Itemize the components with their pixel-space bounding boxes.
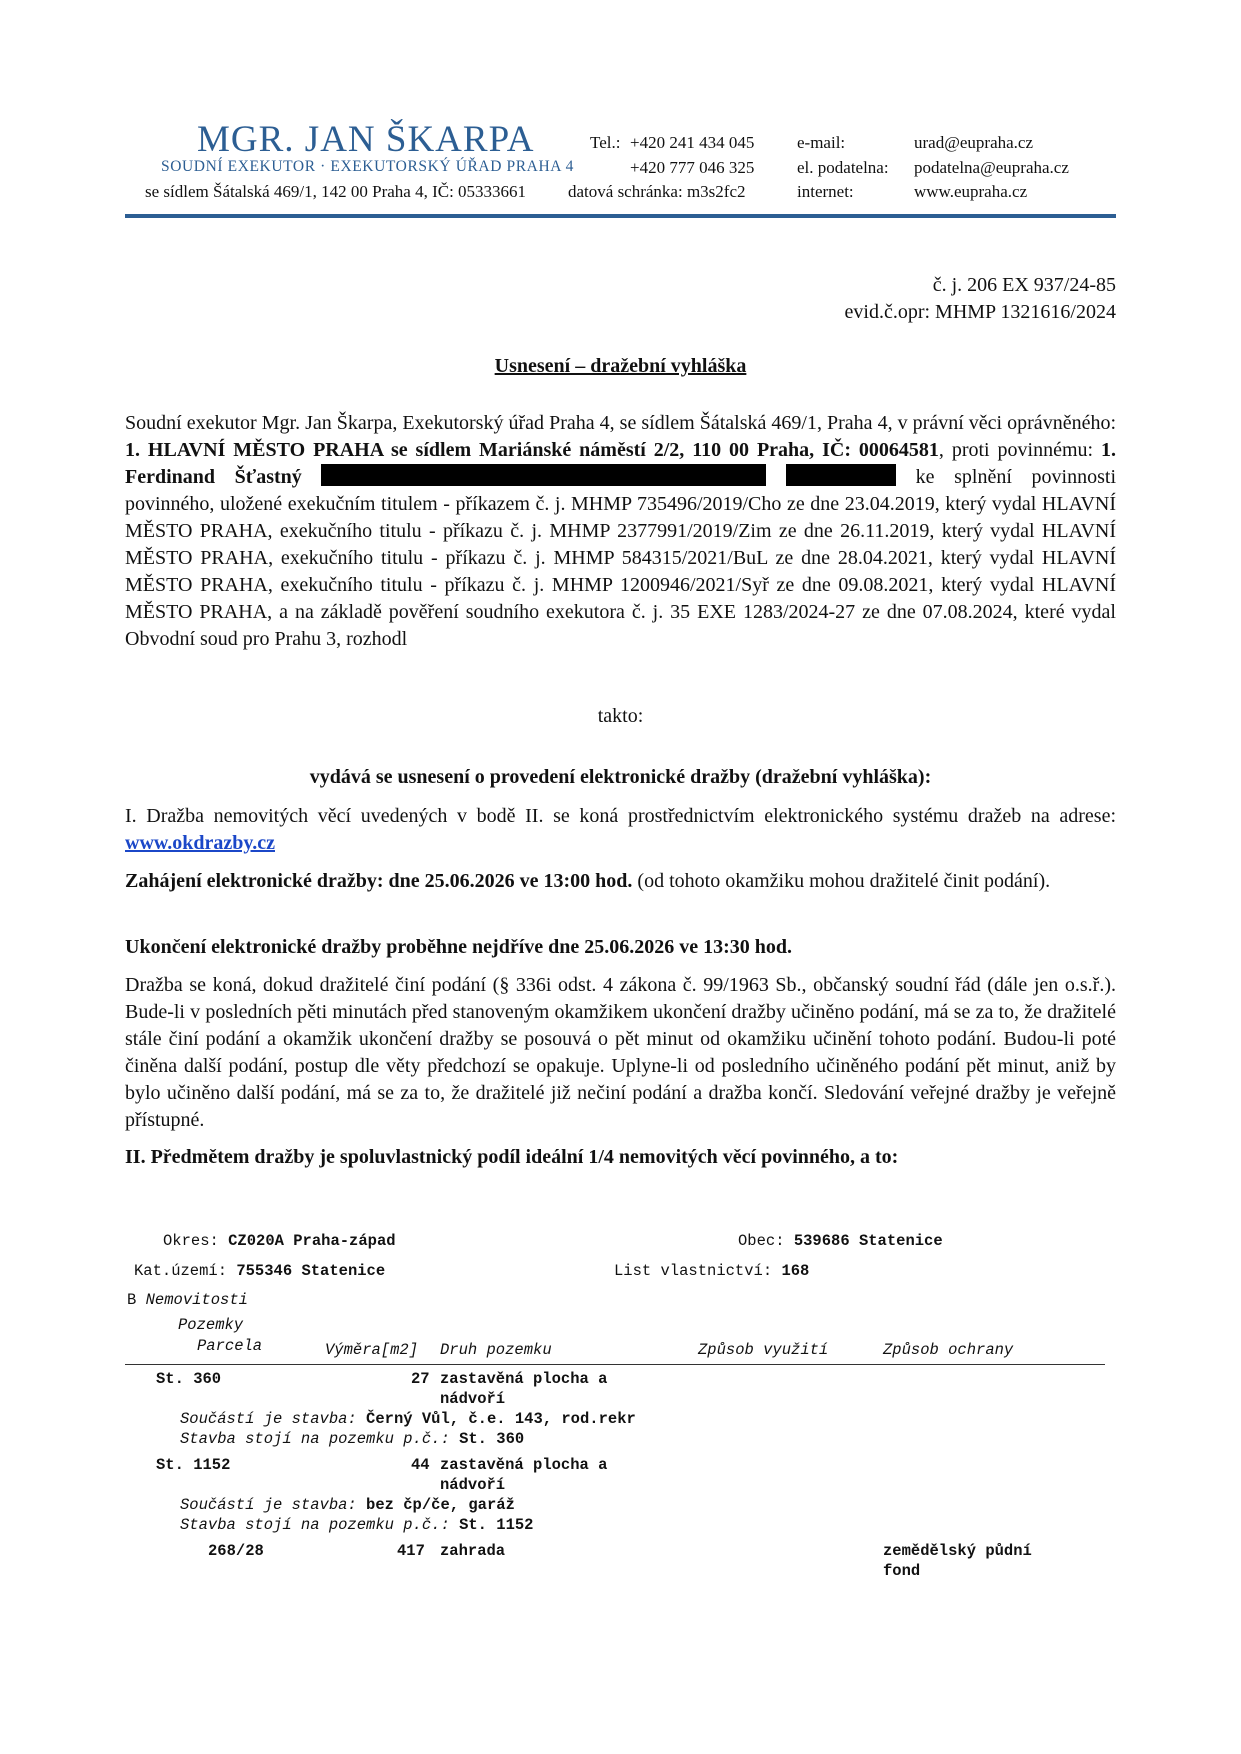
intro-text-2: , proti povinnému: xyxy=(938,439,1101,461)
databox: datová schránka: m3s2fc2 xyxy=(568,182,746,201)
row-parcela: St. 360 xyxy=(156,1370,222,1388)
okres-label: Okres: xyxy=(163,1232,219,1250)
auction-rules-paragraph: Dražba se koná, dokud dražitelé činí podání (§ 336i odst. 4 zákona č. 99/1963 Sb., občanský soudní řád (dále jen o.s.ř.). Bude-li v posledních pěti minutách před stanoveným okamžikem ukončení dražby učiněno podání, má se za to, že dražitelé stále činí podání a okamžik ukončení dražby se posouvá o pět minut od okamžiku učinění tohoto podání. Budou-li poté činěna další podání, postup dle věty předchozí se opakuje. Uplyne-li od posledního učiněného podání pět minut, aniž by bylo učiněno další podání, má se za to, že dražitelé již nečiní podání a dražba končí. Sledování veřejné dražby je veřejně přístupné. xyxy=(125,974,1116,1131)
okres-value: CZ020A Praha-západ xyxy=(228,1232,396,1250)
office-subtitle: SOUDNÍ EXEKUTOR · EXEKUTORSKÝ ÚŘAD PRAHA 4 xyxy=(161,158,575,175)
auction-start xyxy=(125,868,1116,895)
redaction-bar xyxy=(786,464,896,486)
intro-text-3: ke splnění povinnosti povinného, uložené exekučním titulem - příkazem č. j. MHMP 735496/2019/Cho ze dne 23.04.2019, který vydal HLAVNÍ MĚSTO PRAHA, exekučního titulu - příkazu č. j. MHMP 2377991/2019/Zim ze dne 26.11.2019, který vydal HLAVNÍ MĚSTO PRAHA, exekučního titulu - příkazu č. j. MHMP 584315/2021/BuL ze dne 28.04.2021, který vydal HLAVNÍ MĚSTO PRAHA, exekučního titulu - příkazu č. j. MHMP 1200946/2021/Syř ze dne 09.08.2021, který vydal HLAVNÍ MĚSTO PRAHA, a na základě pověření soudního exekutora č. j. 35 EXE 1283/2024-27 ze dne 07.08.2024, které vydal Obvodní soud pro Prahu 3, rozhodl xyxy=(125,466,1116,650)
podatelna-link[interactable]: podatelna@eupraha.cz xyxy=(914,158,1069,177)
paragraph-i-text: I. Dražba nemovitých věcí uvedených v bodě II. se koná prostřednictvím elektronického systému dražeb na adrese: xyxy=(125,805,1116,827)
row-soucast-label: Součástí je stavba: xyxy=(180,1496,357,1514)
section-b-name: Nemovitosti xyxy=(145,1291,248,1309)
row-stoji-label: Stavba stojí na pozemku p.č.: xyxy=(180,1430,450,1448)
lv-label: List vlastnictví: xyxy=(614,1262,773,1280)
lv-value: 168 xyxy=(781,1262,810,1280)
table-header-rule xyxy=(125,1364,1105,1365)
row-soucast: bez čp/če, garáž xyxy=(366,1496,515,1514)
evidence-number: evid.č.opr: MHMP 1321616/2024 xyxy=(844,301,1116,323)
office-address: se sídlem Šátalská 469/1, 142 00 Praha 4, IČ: 05333661 xyxy=(145,182,527,201)
header-divider xyxy=(125,214,1116,218)
row-stoji: St. 360 xyxy=(459,1430,525,1448)
row-soucast: Černý Vůl, č.e. 143, rod.rekr xyxy=(366,1410,636,1428)
obec-value: 539686 Statenice xyxy=(793,1232,943,1250)
email-link[interactable]: urad@eupraha.cz xyxy=(914,133,1033,152)
col-vymera: Výměra[m2] xyxy=(325,1341,419,1359)
takto-label: takto: xyxy=(597,705,644,727)
auction-end: Ukončení elektronické dražby proběhne nejdříve dne 25.06.2026 ve 13:30 hod. xyxy=(125,936,793,958)
row-vymera: 44 xyxy=(411,1456,430,1474)
row-soucast-label: Součástí je stavba: xyxy=(180,1410,357,1428)
row-druh: zahrada xyxy=(440,1542,506,1560)
claimant: 1. HLAVNÍ MĚSTO PRAHA se sídlem Mariánské náměstí 2/2, 110 00 Praha, IČ: 00064581 xyxy=(125,439,939,461)
tel-number-1: +420 241 434 045 xyxy=(630,133,755,152)
auction-website-link[interactable]: www.okdrazby.cz xyxy=(125,832,275,854)
website-link[interactable]: www.eupraha.cz xyxy=(914,182,1028,201)
row-druh-2: nádvoří xyxy=(440,1390,506,1408)
row-stoji-label: Stavba stojí na pozemku p.č.: xyxy=(180,1516,450,1534)
auction-start-note: (od tohoto okamžiku mohou dražitelé činit podání). xyxy=(632,870,1051,892)
obec-label: Obec: xyxy=(738,1232,785,1250)
section-b-letter: B xyxy=(127,1291,137,1309)
row-parcela: St. 1152 xyxy=(156,1456,231,1474)
col-zpusob-ochrany: Způsob ochrany xyxy=(883,1341,1014,1359)
row-vymera: 27 xyxy=(411,1370,430,1388)
intro-paragraph xyxy=(125,410,1116,653)
row-vymera: 417 xyxy=(397,1542,425,1560)
row-parcela: 268/28 xyxy=(208,1542,264,1560)
pozemky-label: Pozemky xyxy=(178,1316,244,1334)
tel-label: Tel.: xyxy=(590,133,621,152)
row-druh-1: zastavěná plocha a xyxy=(440,1370,608,1388)
col-druh-pozemku: Druh pozemku xyxy=(440,1341,552,1359)
kat-uzemi-value: 755346 Statenice xyxy=(236,1262,386,1280)
paragraph-i xyxy=(125,803,1116,857)
office-name: MGR. JAN ŠKARPA xyxy=(197,119,535,160)
auction-start-date: Zahájení elektronické dražby: dne 25.06.2026 ve 13:00 hod. xyxy=(125,870,633,892)
document-title: Usnesení – dražební vyhláška xyxy=(494,355,747,377)
tel-number-2: +420 777 046 325 xyxy=(630,158,755,177)
email-label: e-mail: xyxy=(797,133,846,152)
redaction-bar xyxy=(321,464,766,486)
kat-uzemi-label: Kat.území: xyxy=(134,1262,228,1280)
case-number: č. j. 206 EX 937/24-85 xyxy=(932,274,1116,296)
row-stoji: St. 1152 xyxy=(459,1516,534,1534)
resolution-heading: vydává se usnesení o provedení elektronické dražby (dražební vyhláška): xyxy=(309,766,932,788)
debtor: 1. Ferdinand Šťastný xyxy=(125,439,1116,488)
podatelna-label: el. podatelna: xyxy=(797,158,889,177)
internet-label: internet: xyxy=(797,182,854,201)
intro-text-1: Soudní exekutor Mgr. Jan Škarpa, Exekutorský úřad Praha 4, se sídlem Šátalská 469/1, Praha 4, v právní věci oprávněného: xyxy=(125,412,1116,434)
row-druh-2: nádvoří xyxy=(440,1476,506,1494)
row-ochrana-1: zemědělský půdní xyxy=(883,1542,1032,1560)
row-druh-1: zastavěná plocha a xyxy=(440,1456,608,1474)
col-zpusob-vyuziti: Způsob využití xyxy=(698,1341,829,1359)
row-ochrana-2: fond xyxy=(883,1562,921,1580)
col-parcela: Parcela xyxy=(197,1337,263,1355)
paragraph-ii: II. Předmětem dražby je spoluvlastnický podíl ideální 1/4 nemovitých věcí povinného, a to: xyxy=(125,1146,899,1168)
